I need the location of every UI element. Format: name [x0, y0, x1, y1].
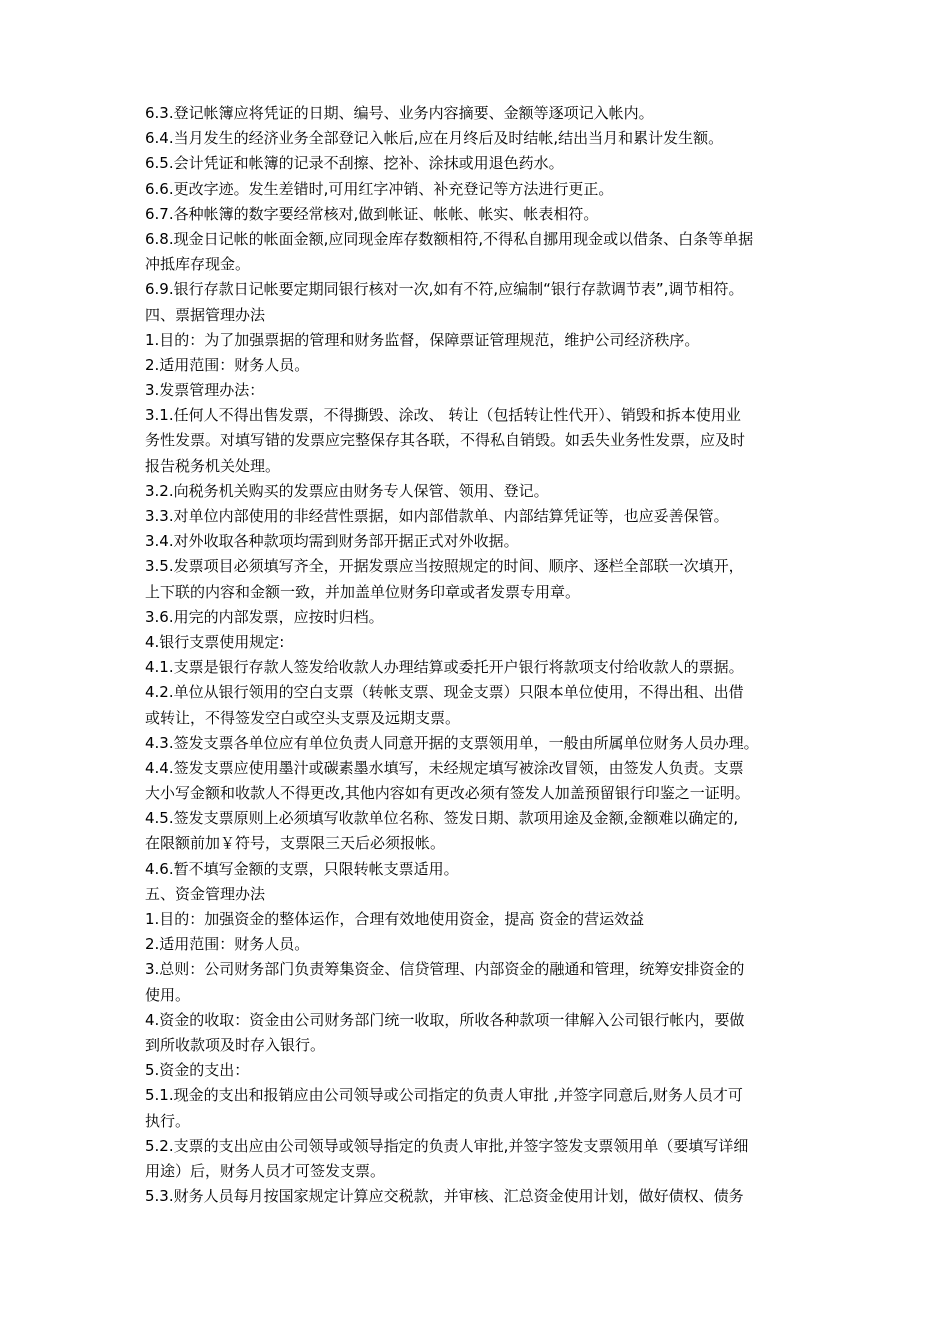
text-line: 冲抵库存现金。 [145, 255, 251, 274]
text-line: 3.5.发票项目必须填写齐全，开据发票应当按照规定的时间、顺序、逐栏全部联一次填开， [145, 557, 744, 576]
text-line: 4.银行支票使用规定: [145, 632, 285, 651]
text-line: 使用。 [145, 985, 191, 1004]
text-line: 大小写金额和收款人不得更改,其他内容如有更改必须有签发人加盖预留银行印鉴之一证明。 [145, 784, 750, 803]
text-line: 报告税务机关处理。 [145, 456, 281, 475]
text-line: 4.资金的收取：资金由公司财务部门统一收取，所收各种款项一律解入公司银行帐内，要做 [145, 1010, 745, 1029]
text-line: 2.适用范围：财务人员。 [145, 355, 310, 374]
text-line: 在限额前加￥符号，支票限三天后必须报帐。 [145, 834, 446, 853]
text-line: 6.5.会计凭证和帐簿的记录不刮擦、挖补、涂抹或用退色药水。 [145, 154, 564, 173]
text-line: 3.1.任何人不得出售发票，不得撕毁、涂改、 转让（包括转让性代开）、销毁和拆本使用业 [145, 406, 741, 425]
text-line: 4.3.签发支票各单位应有单位负责人同意开据的支票领用单，一般由所属单位财务人员办理。 [145, 733, 759, 752]
text-line: 到所收款项及时存入银行。 [145, 1035, 326, 1054]
text-line: 4.1.支票是银行存款人签发给收款人办理结算或委托开户银行将款项支付给收款人的票据。 [145, 658, 744, 677]
text-line: 四、票据管理办法 [145, 305, 266, 324]
text-line: 3.4.对外收取各种款项均需到财务部开据正式对外收据。 [145, 532, 519, 551]
text-line: 3.总则：公司财务部门负责筹集资金、信贷管理、内部资金的融通和管理，统筹安排资金的 [145, 960, 745, 979]
text-line: 6.6.更改字迹。发生差错时,可用红字冲销、补充登记等方法进行更正。 [145, 179, 614, 198]
text-line: 4.4.签发支票应使用墨汁或碳素墨水填写，未经规定填写被涂改冒领，由签发人负责。支票 [145, 758, 744, 777]
text-line: 用途）后，财务人员才可签发支票。 [145, 1161, 386, 1180]
text-line: 3.发票管理办法： [145, 381, 265, 400]
text-line: 5.1.现金的支出和报销应由公司领导或公司指定的负责人审批 ,并签字同意后,财务人员才可 [145, 1086, 743, 1105]
text-line: 或转让，不得签发空白或空头支票及远期支票。 [145, 708, 461, 727]
text-line: 务性发票。对填写错的发票应完整保存其各联，不得私自销毁。如丢失业务性发票，应及时 [145, 431, 746, 450]
text-line: 6.3.登记帐簿应将凭证的日期、编号、业务内容摘要、金额等逐项记入帐内。 [145, 104, 654, 122]
text-line: 2.适用范围：财务人员。 [145, 935, 310, 954]
text-line: 6.8.现金日记帐的帐面金额,应同现金库存数额相符,不得私自挪用现金或以借条、白条等单据 [145, 229, 754, 248]
text-line: 3.2.向税务机关购买的发票应由财务专人保管、领用、登记。 [145, 481, 549, 500]
text-line: 执行。 [145, 1111, 191, 1130]
text-line: 3.6.用完的内部发票，应按时归档。 [145, 607, 384, 626]
text-line: 上下联的内容和金额一致，并加盖单位财务印章或者发票专用章。 [145, 582, 581, 601]
text-line: 4.2.单位从银行领用的空白支票（转帐支票、现金支票）只限本单位使用，不得出租、出借 [145, 683, 744, 702]
text-line: 4.6.暂不填写金额的支票，只限转帐支票适用。 [145, 859, 459, 878]
text-line: 5.2.支票的支出应由公司领导或领导指定的负责人审批,并签字签发支票领用单（要填写详细 [145, 1136, 749, 1155]
text-line: 3.3.对单位内部使用的非经营性票据，如内部借款单、内部结算凭证等，也应妥善保管。 [145, 507, 729, 525]
text-line: 1.目的：加强资金的整体运作，合理有效地使用资金，提高 资金的营运效益 [145, 910, 645, 928]
text-line: 4.5.签发支票原则上必须填写收款单位名称、签发日期、款项用途及金额,金额难以确定的, [145, 809, 739, 828]
text-line: 5.3.财务人员每月按国家规定计算应交税款，并审核、汇总资金使用计划，做好债权、债务 [145, 1187, 744, 1206]
text-line: 6.4.当月发生的经济业务全部登记入帐后,应在月终后及时结帐,结出当月和累计发生额。 [145, 129, 724, 148]
text-line: 6.9.银行存款日记帐要定期同银行核对一次,如有不符,应编制“银行存款调节表”,调节相符。 [145, 280, 744, 299]
document-body [145, 101, 817, 1209]
text-line: 5.资金的支出： [145, 1061, 250, 1080]
text-line: 1.目的：为了加强票据的管理和财务监督，保障票证管理规范，维护公司经济秩序。 [145, 330, 700, 349]
text-line: 6.7.各种帐簿的数字要经常核对,做到帐证、帐帐、帐实、帐表相符。 [145, 204, 599, 223]
text-line: 五、资金管理办法 [145, 884, 266, 903]
